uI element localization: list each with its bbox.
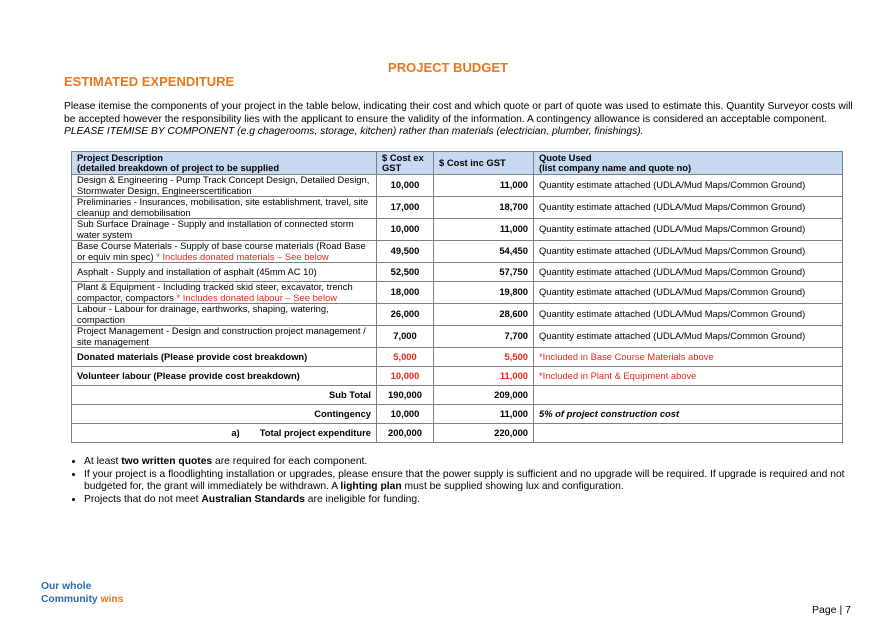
intro-paragraph [64,101,854,139]
subtotal-cost-ex: 190,000 [377,386,434,405]
table-row [72,241,843,263]
header-cost-inc: $ Cost inc GST [434,152,534,175]
table-row [72,175,843,197]
table-row [72,326,843,348]
row-description: Labour - Labour for drainage, earthworks, shaping, watering, compaction [72,304,377,326]
subtotal-row [72,386,843,405]
list-item: • If your project is a floodlighting installation or upgrades, please ensure that the power supply is sufficient and no upgrade will be required. If upgrade is required and not budgeted for, the grant will immediately be withdrawn. A lighting plan must be supplied showing lux and configuration. [84,469,874,494]
contingency-label: Contingency [72,405,377,424]
section-subtitle: ESTIMATED EXPENDITURE [64,74,235,89]
table-header-row [72,152,843,175]
header-cost-ex: $ Cost ex GST [377,152,434,175]
row-cost-ex: 18,000 [377,282,434,304]
subtotal-quote [534,386,843,405]
volunteer-label: Volunteer labour (Please provide cost breakdown) [72,367,377,386]
row-description: Asphalt - Supply and installation of asphalt (45mm AC 10) [72,263,377,282]
table-row [72,304,843,326]
table-row [72,219,843,241]
row-quote: Quantity estimate attached (UDLA/Mud Maps/Common Ground) [534,263,843,282]
budget-table [71,151,843,443]
row-cost-inc: 19,800 [434,282,534,304]
contingency-cost-inc: 11,000 [434,405,534,424]
contingency-row [72,405,843,424]
intro-italic: PLEASE ITEMISE BY COMPONENT (e.g chagerooms, storage, kitchen) rather than materials (electrician, plumber, finishings). [64,126,644,137]
row-cost-ex: 10,000 [377,219,434,241]
table-row [72,197,843,219]
subtotal-cost-inc: 209,000 [434,386,534,405]
donated-label: Donated materials (Please provide cost breakdown) [72,348,377,367]
table-row [72,263,843,282]
row-cost-ex: 17,000 [377,197,434,219]
row-cost-inc: 11,000 [434,219,534,241]
total-label: a) Total project expenditure [72,424,377,443]
row-cost-inc: 28,600 [434,304,534,326]
row-quote: Quantity estimate attached (UDLA/Mud Maps/Common Ground) [534,175,843,197]
row-description: Design & Engineering - Pump Track Concept Design, Detailed Design, Stormwater Design, Engineerscertification [72,175,377,197]
donated-cost-ex: 5,000 [377,348,434,367]
header-quote: Quote Used (list company name and quote no) [534,152,843,175]
row-quote: Quantity estimate attached (UDLA/Mud Maps/Common Ground) [534,197,843,219]
list-item: • Projects that do not meet Australian Standards are ineligible for funding. [84,494,874,507]
row-note: * Includes donated materials – See below [156,250,329,262]
row-note: * Includes donated labour – See below [176,291,338,303]
row-cost-inc: 18,700 [434,197,534,219]
row-cost-inc: 7,700 [434,326,534,348]
row-quote: Quantity estimate attached (UDLA/Mud Maps/Common Ground) [534,304,843,326]
row-cost-inc: 54,450 [434,241,534,263]
page-title: PROJECT BUDGET [388,60,508,75]
list-item: • At least two written quotes are required for each component. [84,456,874,469]
total-prefix: a) [231,426,240,438]
volunteer-cost-ex: 10,000 [377,367,434,386]
row-cost-ex: 10,000 [377,175,434,197]
page-number: Page | 7 [812,604,851,616]
row-cost-ex: 7,000 [377,326,434,348]
row-description: Sub Surface Drainage - Supply and installation of connected storm water system [72,219,377,241]
row-description: Preliminaries - Insurances, mobilisation, site establishment, travel, site cleanup and demobilisation [72,197,377,219]
volunteer-cost-inc: 11,000 [434,367,534,386]
donated-quote: *Included in Base Course Materials above [534,348,843,367]
row-cost-inc: 57,750 [434,263,534,282]
row-quote: Quantity estimate attached (UDLA/Mud Maps/Common Ground) [534,326,843,348]
total-row [72,424,843,443]
contingency-cost-ex: 10,000 [377,405,434,424]
row-cost-inc: 11,000 [434,175,534,197]
row-description: Project Management - Design and construction project management / site management [72,326,377,348]
table-row [72,282,843,304]
total-cost-ex: 200,000 [377,424,434,443]
subtotal-label: Sub Total [72,386,377,405]
total-cost-inc: 220,000 [434,424,534,443]
donated-cost-inc: 5,500 [434,348,534,367]
requirements-list [64,456,874,506]
row-description: Plant & Equipment - Including tracked skid steer, excavator, trench compactor, compactors * Includes donated labour – See below [72,282,377,304]
row-quote: Quantity estimate attached (UDLA/Mud Maps/Common Ground) [534,219,843,241]
donated-materials-row [72,348,843,367]
brand-logo-text: Our whole Community wins [41,581,124,605]
header-description: Project Description (detailed breakdown of project to be supplied [72,152,377,175]
row-cost-ex: 49,500 [377,241,434,263]
row-cost-ex: 52,500 [377,263,434,282]
volunteer-quote: *Included in Plant & Equipment above [534,367,843,386]
row-quote: Quantity estimate attached (UDLA/Mud Maps/Common Ground) [534,282,843,304]
total-quote [534,424,843,443]
volunteer-labour-row [72,367,843,386]
contingency-quote: 5% of project construction cost [534,405,843,424]
row-quote: Quantity estimate attached (UDLA/Mud Maps/Common Ground) [534,241,843,263]
row-cost-ex: 26,000 [377,304,434,326]
intro-text: Please itemise the components of your project in the table below, indicating their cost and which quote or part of quote was used to estimate this. Quantity Surveyor costs will be accepted however the responsibility lies with the applicant to ensure the validity of the information. A contingency allowance is considered an acceptable component. [64,101,853,125]
row-description: Base Course Materials - Supply of base course materials (Road Base or equiv min spec) * Includes donated materials – See below [72,241,377,263]
